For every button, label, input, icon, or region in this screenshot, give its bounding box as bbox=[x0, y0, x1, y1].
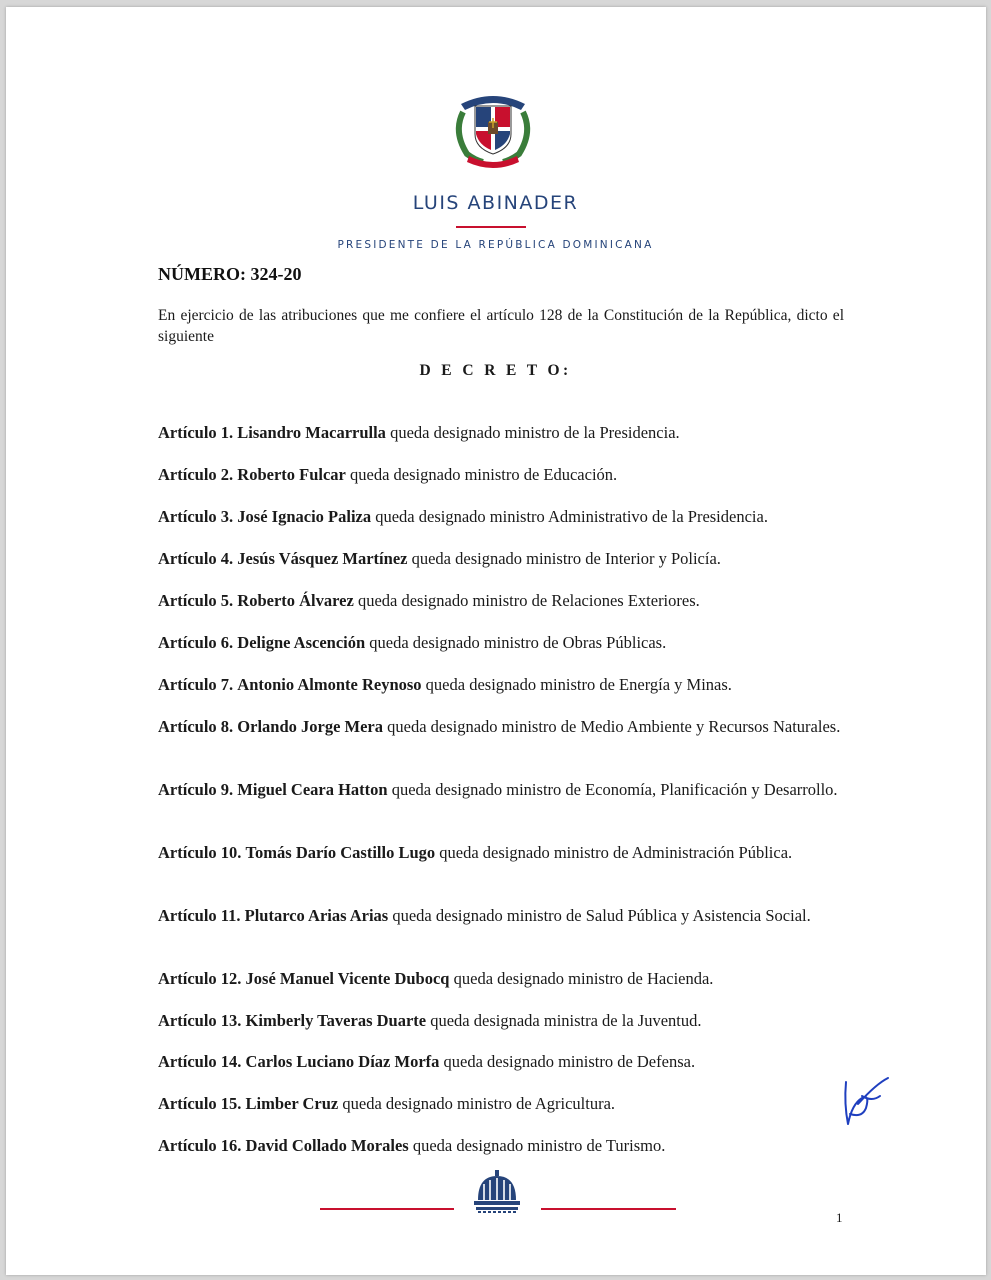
article-item bbox=[158, 506, 844, 527]
decree-heading: D E C R E T O: bbox=[419, 362, 572, 379]
article-item bbox=[158, 548, 844, 569]
article-label: Artículo 3. bbox=[158, 507, 234, 526]
article-label: Artículo 6. bbox=[158, 633, 234, 652]
article-appointee: Orlando Jorge Mera bbox=[237, 717, 383, 736]
article-appointee: Roberto Fulcar bbox=[237, 465, 346, 484]
article-text: queda designado ministro de Turismo. bbox=[412, 1136, 666, 1155]
article-item bbox=[158, 905, 844, 926]
article-appointee: Limber Cruz bbox=[245, 1094, 339, 1113]
name-underline-divider bbox=[456, 226, 526, 228]
article-label: Artículo 12. bbox=[158, 969, 242, 988]
article-text: queda designado ministro de Economía, Planificación y Desarrollo. bbox=[391, 780, 838, 799]
article-text: queda designado ministro de Administración Pública. bbox=[439, 843, 793, 862]
article-appointee: Deligne Ascención bbox=[237, 633, 366, 652]
article-text: queda designada ministra de la Juventud. bbox=[430, 1011, 702, 1030]
article-item bbox=[158, 1010, 844, 1031]
article-appointee: José Manuel Vicente Dubocq bbox=[245, 969, 450, 988]
article-label: Artículo 5. bbox=[158, 591, 234, 610]
decree-number: NÚMERO: 324-20 bbox=[158, 264, 302, 284]
article-label: Artículo 7. bbox=[158, 675, 234, 694]
article-appointee: Tomás Darío Castillo Lugo bbox=[245, 843, 436, 862]
page-number: 1 bbox=[836, 1210, 843, 1225]
article-appointee: Lisandro Macarrulla bbox=[237, 423, 386, 442]
article-label: Artículo 2. bbox=[158, 465, 234, 484]
article-text: queda designado ministro de Energía y Minas. bbox=[425, 675, 732, 694]
article-label: Artículo 13. bbox=[158, 1011, 242, 1030]
decree-intro: En ejercicio de las atribuciones que me confiere el artículo 128 de la Constitución de la República, dicto el siguiente bbox=[158, 307, 844, 345]
article-text: queda designado ministro de Hacienda. bbox=[453, 969, 714, 988]
article-item bbox=[158, 590, 844, 611]
article-item bbox=[158, 779, 844, 800]
article-appointee: Kimberly Taveras Duarte bbox=[245, 1011, 427, 1030]
article-appointee: Roberto Álvarez bbox=[237, 591, 354, 610]
article-appointee: Jesús Vásquez Martínez bbox=[237, 549, 408, 568]
article-item bbox=[158, 716, 844, 737]
article-text: queda designado ministro de Medio Ambiente y Recursos Naturales. bbox=[387, 717, 841, 736]
article-label: Artículo 11. bbox=[158, 906, 241, 925]
article-label: Artículo 4. bbox=[158, 549, 234, 568]
article-item bbox=[158, 632, 844, 653]
national-palace-dome-icon bbox=[470, 1168, 524, 1216]
article-label: Artículo 16. bbox=[158, 1136, 242, 1155]
article-text: queda designado ministro de Defensa. bbox=[443, 1052, 696, 1071]
article-item bbox=[158, 1051, 844, 1072]
article-item bbox=[158, 422, 844, 443]
article-item bbox=[158, 674, 844, 695]
article-text: queda designado ministro de Educación. bbox=[350, 465, 618, 484]
article-appointee: José Ignacio Paliza bbox=[237, 507, 372, 526]
article-appointee: Plutarco Arias Arias bbox=[244, 906, 389, 925]
article-item bbox=[158, 1093, 844, 1114]
article-item bbox=[158, 1135, 844, 1156]
article-label: Artículo 1. bbox=[158, 423, 234, 442]
president-name: LUIS ABINADER bbox=[412, 192, 579, 214]
article-text: queda designado ministro de Interior y Policía. bbox=[411, 549, 721, 568]
article-label: Artículo 9. bbox=[158, 780, 234, 799]
article-label: Artículo 8. bbox=[158, 717, 234, 736]
article-appointee: Antonio Almonte Reynoso bbox=[237, 675, 422, 694]
article-label: Artículo 10. bbox=[158, 843, 242, 862]
footer-right-rule bbox=[541, 1208, 676, 1210]
article-text: queda designado ministro de Relaciones Exteriores. bbox=[357, 591, 700, 610]
article-appointee: Miguel Ceara Hatton bbox=[237, 780, 388, 799]
footer-left-rule bbox=[320, 1208, 454, 1210]
article-text: queda designado ministro Administrativo de la Presidencia. bbox=[375, 507, 768, 526]
article-text: queda designado ministro de la Presidencia. bbox=[390, 423, 680, 442]
article-appointee: David Collado Morales bbox=[245, 1136, 409, 1155]
article-appointee: Carlos Luciano Díaz Morfa bbox=[245, 1052, 440, 1071]
article-item bbox=[158, 464, 844, 485]
article-label: Artículo 15. bbox=[158, 1094, 242, 1113]
article-item bbox=[158, 968, 844, 989]
president-title: PRESIDENTE DE LA REPÚBLICA DOMINICANA bbox=[337, 239, 654, 251]
article-text: queda designado ministro de Obras Públicas. bbox=[369, 633, 667, 652]
article-label: Artículo 14. bbox=[158, 1052, 242, 1071]
article-item bbox=[158, 842, 844, 863]
article-text: queda designado ministro de Agricultura. bbox=[342, 1094, 616, 1113]
article-text: queda designado ministro de Salud Pública y Asistencia Social. bbox=[392, 906, 811, 925]
signature-icon bbox=[836, 1074, 896, 1130]
coat-of-arms-icon bbox=[449, 82, 537, 170]
